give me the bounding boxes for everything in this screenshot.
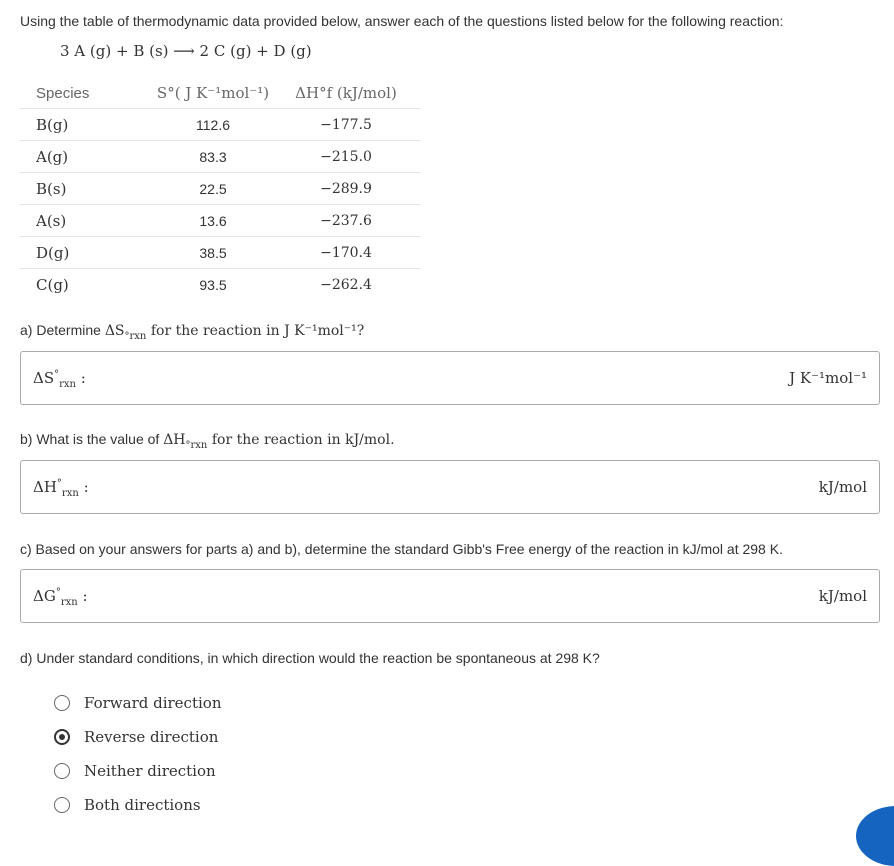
question-d: d) Under standard conditions, in which direction would the reaction be spontaneous at 298 K? [20, 650, 600, 666]
help-button[interactable] [856, 806, 894, 866]
header-species: Species [20, 78, 154, 109]
answer-box-entropy[interactable] [20, 351, 880, 405]
species-cell: B(g) [20, 109, 154, 141]
enthalpy-cell: −237.6 [272, 205, 420, 237]
thermo-table [20, 78, 420, 300]
option-label: Both directions [84, 796, 201, 814]
header-entropy: S°( J K⁻¹mol⁻¹) [154, 78, 272, 109]
option-reverse[interactable] [54, 720, 221, 754]
option-both[interactable] [54, 788, 221, 822]
table-row [20, 109, 420, 141]
answer-box-gibbs[interactable] [20, 569, 880, 623]
radio-forward[interactable] [54, 695, 70, 711]
answer-box-enthalpy[interactable] [20, 460, 880, 514]
option-label: Forward direction [84, 694, 222, 712]
enthalpy-cell: −289.9 [272, 173, 420, 205]
table-row [20, 141, 420, 173]
enthalpy-cell: −177.5 [272, 109, 420, 141]
option-neither[interactable] [54, 754, 221, 788]
radio-neither[interactable] [54, 763, 70, 779]
table-header-row [20, 78, 420, 109]
option-label: Neither direction [84, 762, 216, 780]
entropy-answer-label: $\Delta S^\circ_{rxn}$ : [33, 369, 86, 390]
question-c: c) Based on your answers for parts a) and b), determine the standard Gibb's Free energy of the reaction in kJ/mol at 298 K. [20, 541, 783, 557]
radio-both[interactable] [54, 797, 70, 813]
table-row [20, 173, 420, 205]
enthalpy-answer-input[interactable] [101, 471, 769, 505]
species-cell: C(g) [36, 275, 69, 294]
entropy-cell: 93.5 [199, 276, 227, 293]
option-label: Reverse direction [84, 728, 219, 746]
question-b: b) What is the value of $\Delta H_{^\circ rxn}$ for the reaction in kJ/mol. [20, 431, 395, 451]
enthalpy-cell: −170.4 [272, 237, 420, 269]
entropy-cell: 112.6 [154, 109, 272, 141]
entropy-cell: 13.6 [154, 205, 272, 237]
reaction-equation: 3 A (g) + B (s) ⟶ 2 C (g) + D (g) [60, 42, 312, 60]
species-cell: D(g) [20, 237, 154, 269]
entropy-answer-input[interactable] [101, 362, 769, 396]
table-row [20, 237, 420, 269]
delta-s-symbol: ΔS [104, 323, 125, 339]
entropy-cell: 22.5 [154, 173, 272, 205]
table-row [20, 269, 420, 301]
enthalpy-cell: −262.4 [320, 276, 372, 293]
gibbs-answer-input[interactable] [101, 580, 769, 614]
intro-text: Using the table of thermodynamic data provided below, answer each of the questions listed below for the following reaction: [20, 13, 784, 29]
species-cell: B(s) [20, 173, 154, 205]
gibbs-unit: kJ/mol [818, 587, 867, 605]
entropy-unit: J K⁻¹mol⁻¹ [789, 369, 867, 387]
enthalpy-answer-label: $\Delta H^\circ_{rxn}$ : [33, 478, 89, 499]
enthalpy-unit: kJ/mol [818, 478, 867, 496]
entropy-cell: 38.5 [154, 237, 272, 269]
radio-reverse[interactable] [54, 729, 70, 745]
gibbs-answer-label: $\Delta G^\circ_{rxn}$ : [33, 587, 88, 608]
header-enthalpy: ΔH°f (kJ/mol) [272, 78, 420, 109]
species-cell: A(g) [20, 141, 154, 173]
direction-options [54, 686, 221, 822]
question-a: a) Determine $\Delta S_{^\circ rxn}$ for the reaction in J K⁻¹mol⁻¹? [20, 322, 365, 342]
table-row [20, 205, 420, 237]
enthalpy-cell: −215.0 [272, 141, 420, 173]
species-cell: A(s) [20, 205, 154, 237]
option-forward[interactable] [54, 686, 221, 720]
entropy-cell: 83.3 [154, 141, 272, 173]
